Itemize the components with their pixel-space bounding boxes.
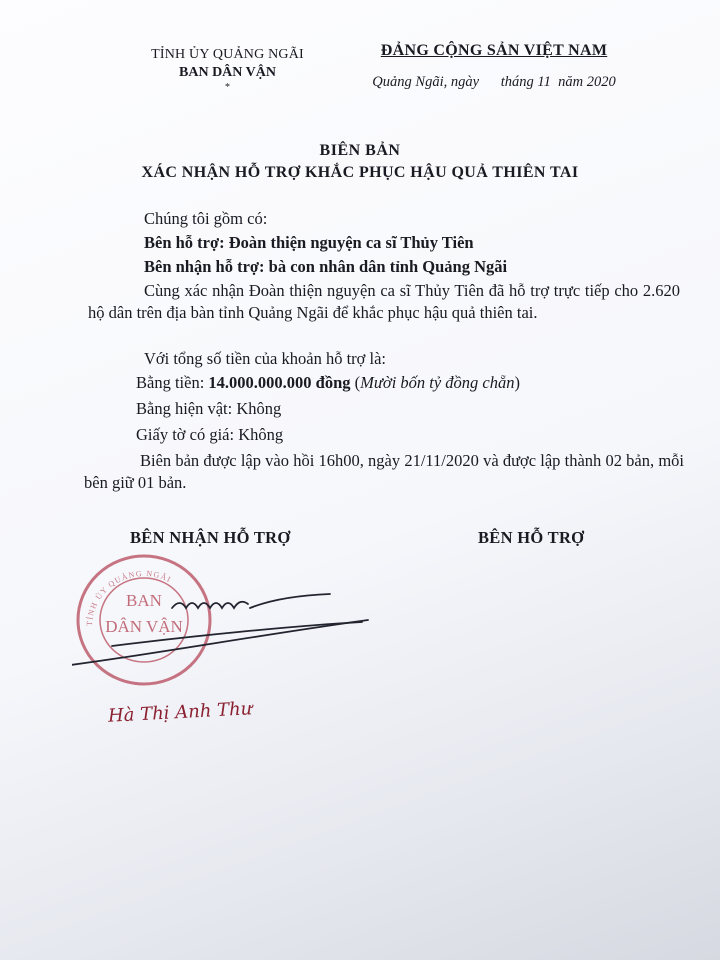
party-name: ĐẢNG CỘNG SẢN VIỆT NAM [380, 42, 608, 59]
document-title: BIÊN BẢN [319, 142, 401, 159]
cash-amount-words: Mười bốn tỷ đồng chẵn [360, 373, 515, 392]
receiver-signature-label: BÊN NHẬN HỖ TRỢ [130, 528, 291, 547]
supporter-signature-label: BÊN HỖ TRỢ [478, 528, 585, 547]
support-value: Đoàn thiện nguyện ca sĩ Thủy Tiên [228, 233, 474, 252]
support-party-line [144, 232, 474, 254]
stamp-ring-text: TỈNH ỦY QUẢNG NGÃI [84, 568, 174, 627]
document-date: Quảng Ngãi, ngày tháng 11 năm 2020 [372, 74, 616, 90]
intro-line: Chúng tôi gồm có: [144, 209, 268, 228]
party-header [360, 42, 628, 91]
org-star: * [225, 82, 230, 93]
org-department: BAN DÂN VẬN [179, 65, 276, 80]
signer-name: Hà Thị Anh Thư [107, 698, 253, 727]
receiver-party-line [144, 256, 507, 278]
closing-paragraph: Biên bản được lập vào hồi 16h00, ngày 21/11/2020 và được lập thành 02 bản, mỗi bên giữ 01 bản. [84, 451, 684, 492]
cash-line: Bằng tiền: 14.000.000.000 đồng (Mười bốn tỷ đồng chẵn) [136, 373, 521, 392]
confirmation-paragraph: Cùng xác nhận Đoàn thiện nguyện ca sĩ Thủy Tiên đã hỗ trợ trực tiếp cho 2.620 hộ dân trên địa bàn tỉnh Quảng Ngãi để khắc phục hậu quả thiên tai. [88, 281, 680, 322]
stamp-text-ban: BAN [126, 591, 162, 610]
document-subtitle: XÁC NHẬN HỖ TRỢ KHẮC PHỤC HẬU QUẢ THIÊN TAI [141, 164, 579, 181]
stamp-text-dan-van: DÂN VẬN [105, 617, 183, 636]
receiver-label: Bên nhận hỗ trợ: [144, 257, 265, 276]
cash-amount: 14.000.000.000 đồng [208, 373, 351, 392]
org-province: TỈNH ỦY QUẢNG NGÃI [151, 47, 304, 62]
support-label: Bên hỗ trợ: [144, 233, 225, 252]
inkind-line: Bằng hiện vật: Không [136, 399, 282, 418]
official-stamp [72, 548, 392, 698]
papers-line: Giấy tờ có giá: Không [136, 425, 284, 444]
receiver-value: bà con nhân dân tỉnh Quảng Ngãi [268, 257, 508, 276]
total-intro-line: Với tổng số tiền của khoản hỗ trợ là: [144, 349, 386, 368]
issuing-organization [120, 46, 335, 94]
cash-label: Bằng tiền: [136, 373, 205, 392]
